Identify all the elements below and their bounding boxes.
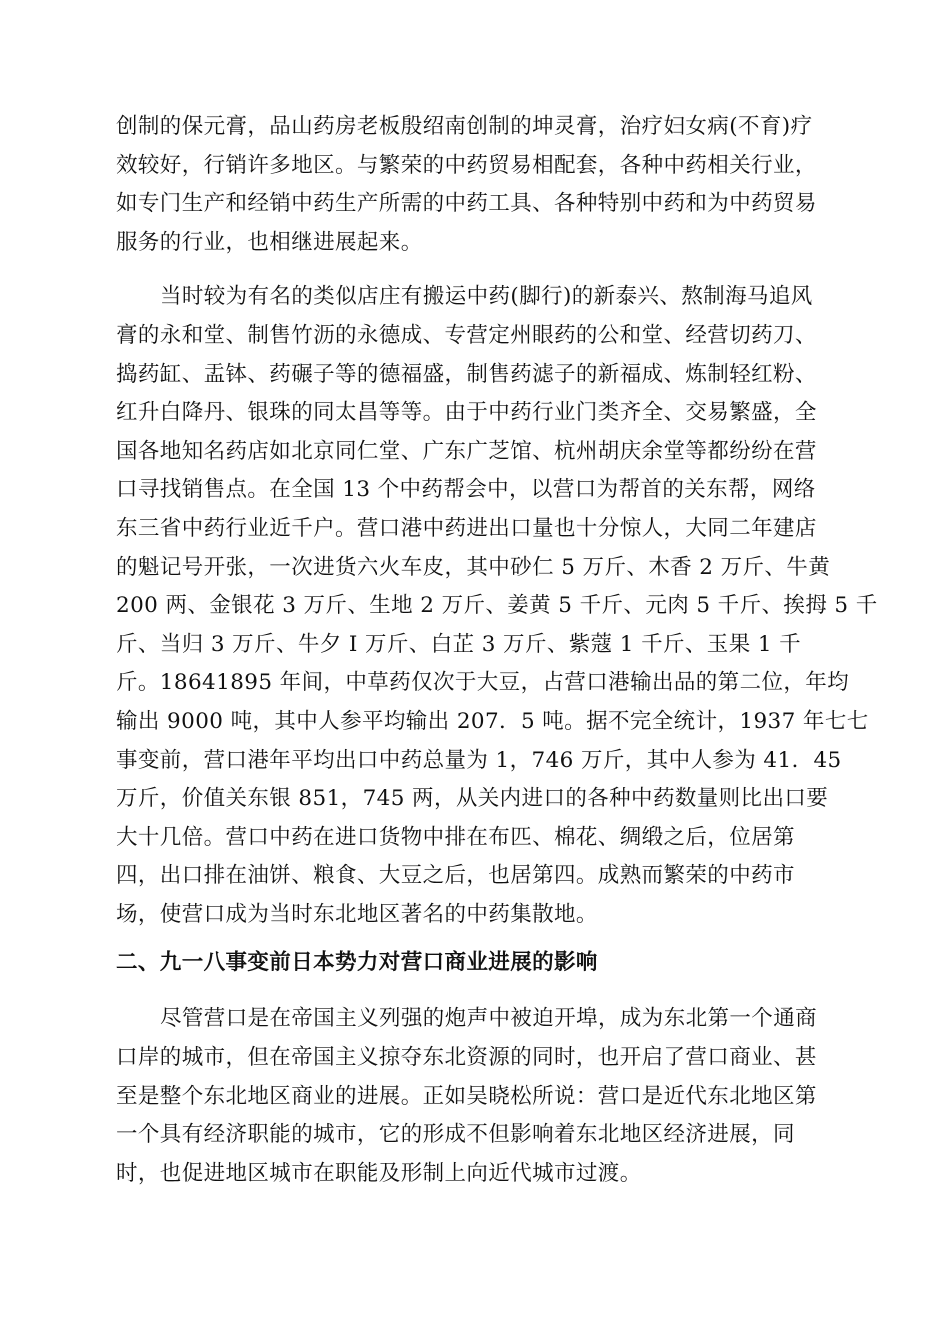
text-line: 四，出口排在油饼、粮食、大豆之后，也居第四。成熟而繁荣的中药市 — [116, 863, 795, 889]
text-line: 场，使营口成为当时东北地区著名的中药集散地。 — [116, 901, 598, 927]
text-line: 口岸的城市，但在帝国主义掠夺东北资源的同时，也开启了营口商业、甚 — [116, 1045, 817, 1071]
paragraph-gap — [116, 262, 840, 278]
text-line: 输出 9000 吨，其中人参平均输出 207．5 吨。据不完全统计，1937 年七七 — [116, 708, 869, 734]
text-line: 如专门生产和经销中药生产所需的中药工具、各种特别中药和为中药贸易 — [116, 191, 817, 217]
text-line: 红升白降丹、银珠的同太昌等等。由于中药行业门类齐全、交易繁盛，全 — [116, 400, 817, 426]
paragraph-2 — [116, 278, 878, 934]
text-line: 大十几倍。营口中药在进口货物中排在布匹、棉花、绸缎之后，位居第 — [116, 824, 795, 850]
text-line: 至是整个东北地区商业的进展。正如吴晓松所说：营口是近代东北地区第 — [116, 1083, 817, 1109]
document-page — [116, 108, 878, 1193]
text-line: 东三省中药行业近千户。营口港中药进出口量也十分惊人，大同二年建店 — [116, 515, 817, 541]
text-line: 事变前，营口港年平均出口中药总量为 1，746 万斤，其中人参为 41．45 — [116, 747, 842, 773]
paragraph-1 — [116, 108, 840, 262]
section-heading: 二、九一八事变前日本势力对营口商业进展的影响 — [116, 950, 598, 976]
text-line: 的魁记号开张，一次进货六火车皮，其中砂仁 5 万斤、木香 2 万斤、牛黄 — [116, 554, 831, 580]
text-line: 尽管营口是在帝国主义列强的炮声中被迫开埠，成为东北第一个通商 — [160, 1006, 818, 1032]
paragraph-3 — [116, 1000, 840, 1193]
text-line: 一个具有经济职能的城市，它的形成不但影响着东北地区经济进展，同 — [116, 1122, 795, 1148]
text-line: 斤、当归 3 万斤、牛夕 I 万斤、白芷 3 万斤、紫蔻 1 千斤、玉果 1 千 — [116, 631, 802, 657]
text-line: 万斤，价值关东银 851，745 两，从关内进口的各种中药数量则比出口要 — [116, 786, 829, 812]
text-line: 创制的保元膏，品山药房老板殷绍南创制的坤灵膏，治疗妇女病(不育)疗 — [116, 114, 813, 139]
text-line: 捣药缸、盂钵、药碾子等的德福盛，制售药滤子的新福成、炼制轻红粉、 — [116, 361, 817, 387]
text-line: 国各地知名药店如北京同仁堂、广东广芝馆、杭州胡庆余堂等都纷纷在营 — [116, 438, 817, 464]
text-line: 服务的行业，也相继进展起来。 — [116, 229, 423, 255]
text-line: 膏的永和堂、制售竹沥的永德成、专营定州眼药的公和堂、经营切药刀、 — [116, 322, 817, 348]
text-line: 200 两、金银花 3 万斤、生地 2 万斤、姜黄 5 千斤、元肉 5 千斤、挨拇 5 千 — [116, 593, 878, 619]
text-line: 时，也促进地区城市在职能及形制上向近代城市过渡。 — [116, 1160, 642, 1186]
text-line: 效较好，行销许多地区。与繁荣的中药贸易相配套，各种中药相关行业， — [116, 152, 817, 178]
text-line: 斤。18641895 年间，中草药仅次于大豆，占营口港输出品的第二位，年均 — [116, 670, 850, 696]
text-line: 当时较为有名的类似店庄有搬运中药(脚行)的新泰兴、熬制海马追风 — [160, 284, 813, 310]
text-line: 口寻找销售点。在全国 13 个中药帮会中，以营口为帮首的关东帮，网络 — [116, 477, 816, 503]
